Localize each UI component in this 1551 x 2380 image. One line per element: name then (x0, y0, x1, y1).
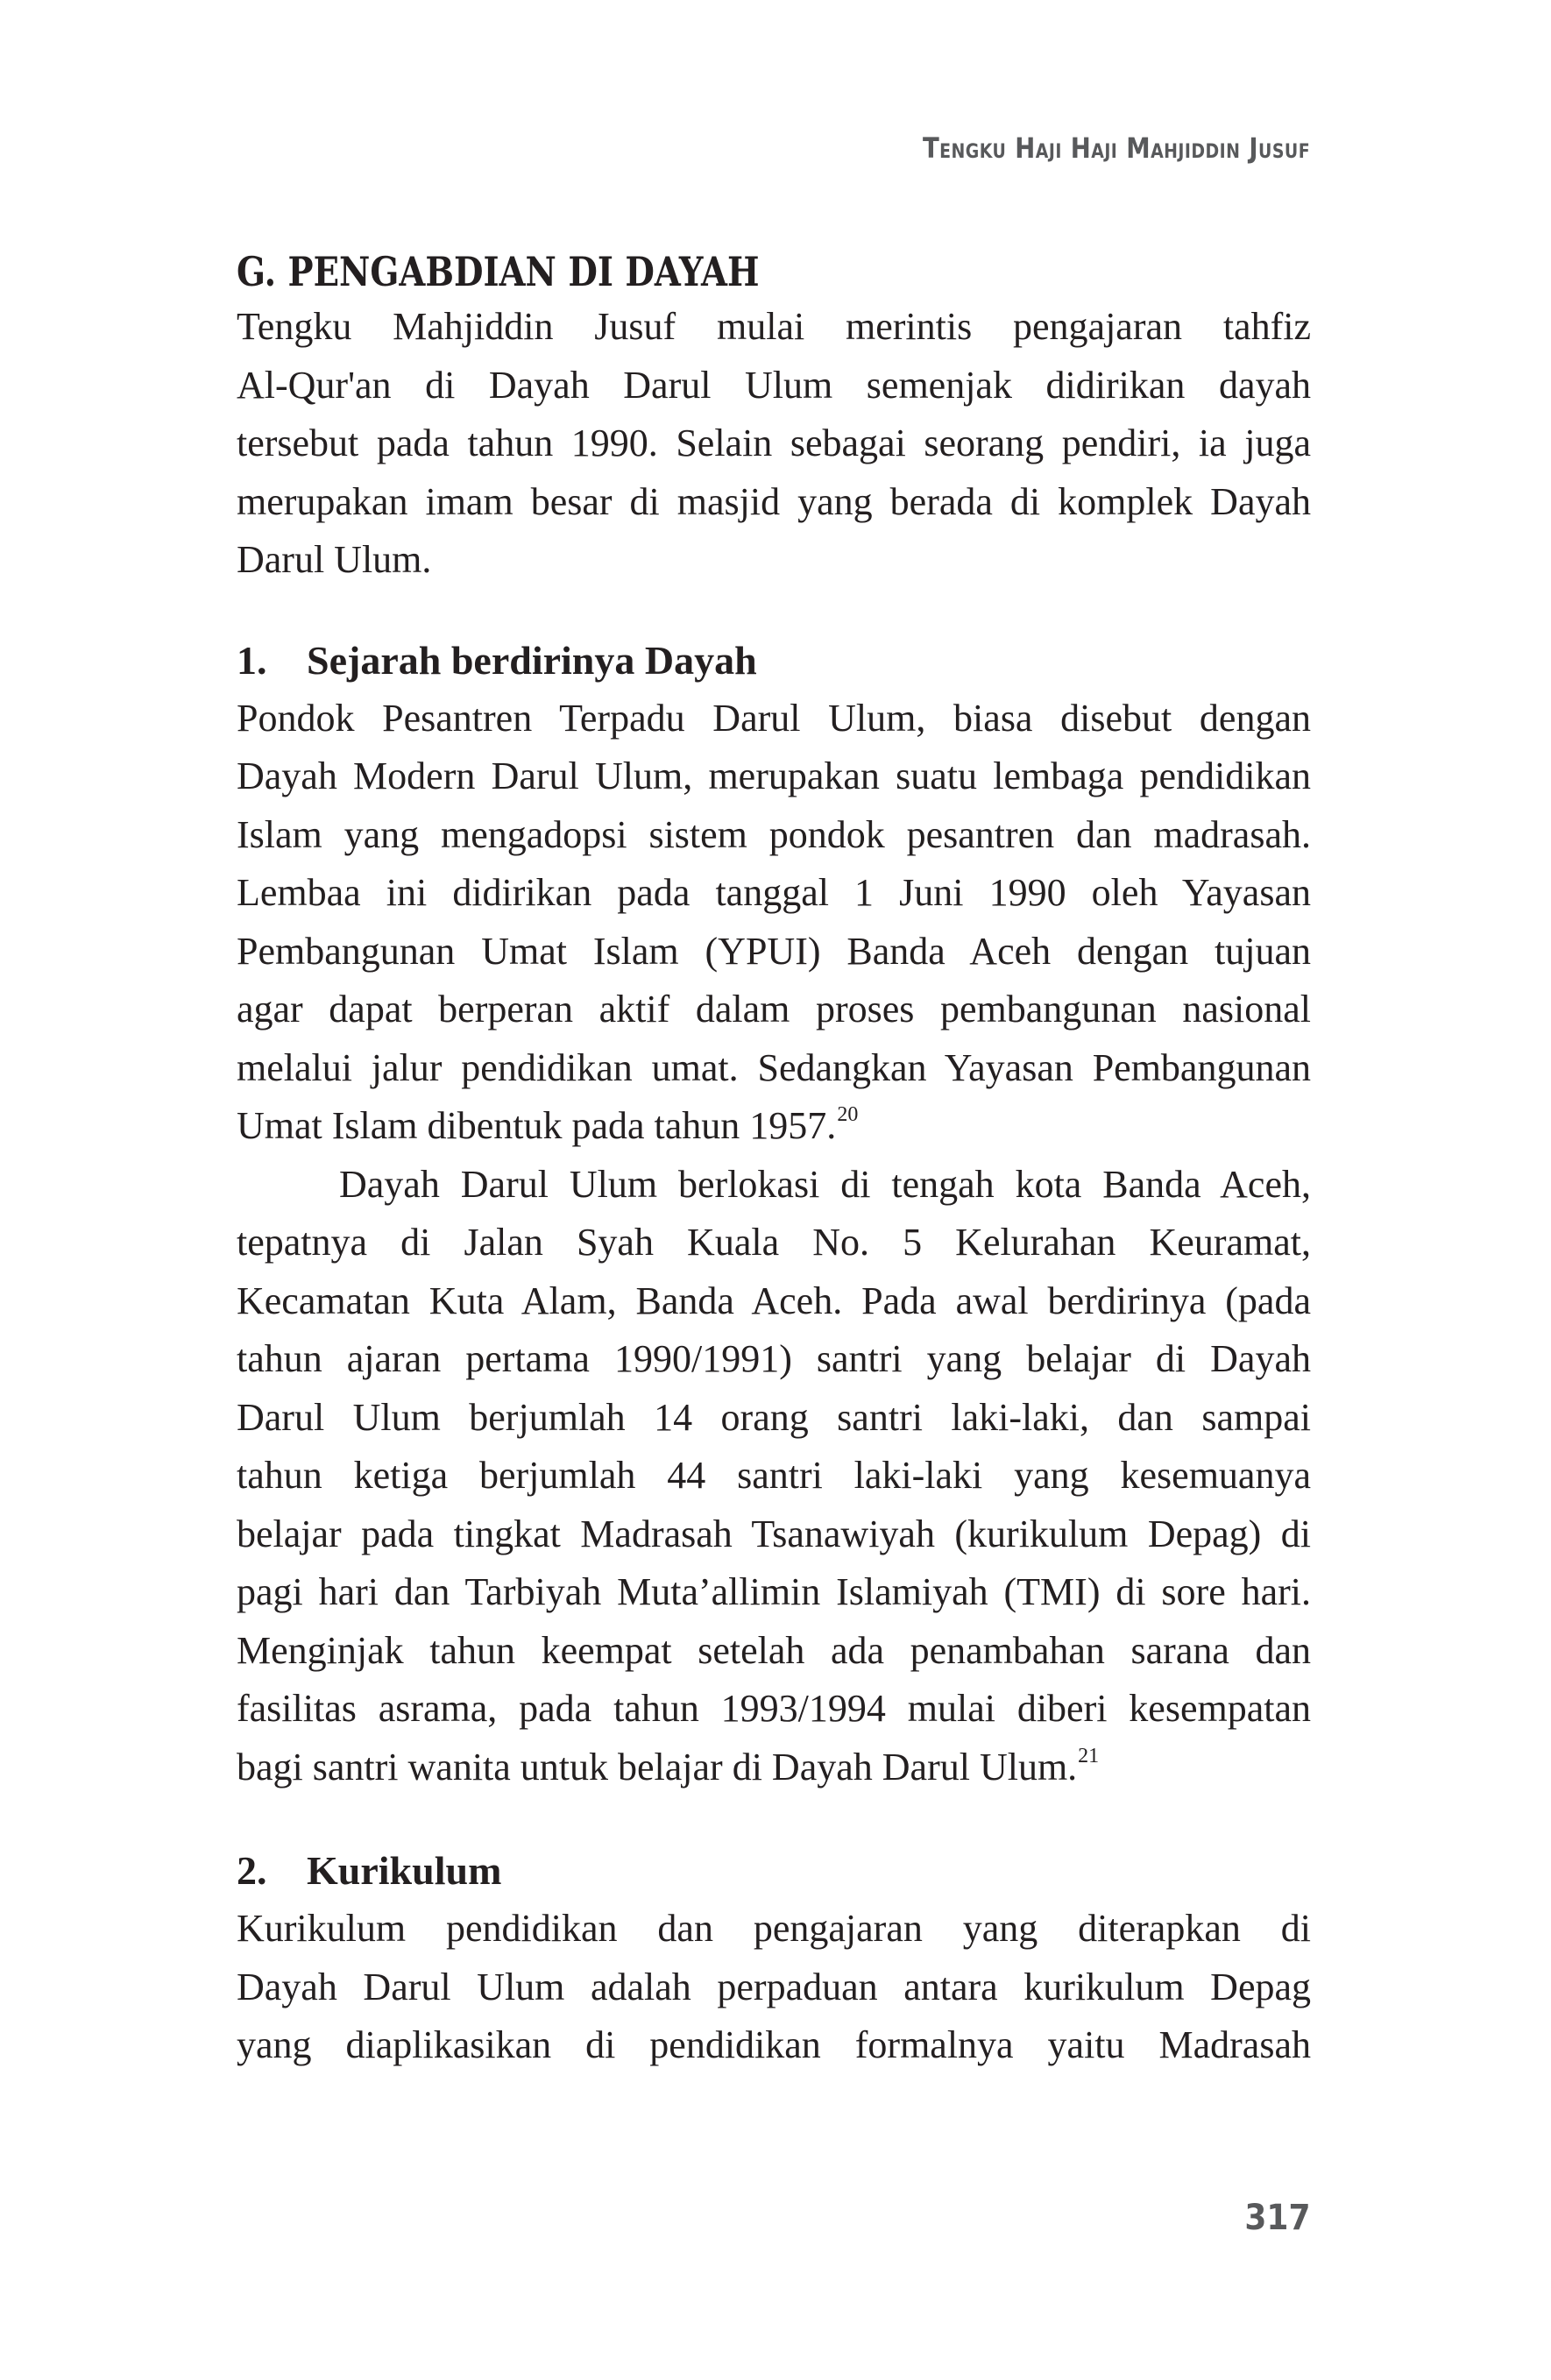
subsection-title: Kurikulum (307, 1848, 502, 1893)
text-line: Umat Islam dibentuk pada tahun 1957. (237, 1104, 837, 1147)
text-line: Menginjak tahun keempat setelah ada penambahan sarana dan (237, 1628, 1311, 1672)
text-line: Kecamatan Kuta Alam, Banda Aceh. Pada awal berdirinya (pada (237, 1279, 1311, 1322)
text-line: tahun ketiga berjumlah 44 santri laki-laki yang kesemuanya (237, 1454, 1311, 1497)
text-line-with-footnote (237, 1739, 1311, 1797)
history-paragraph-2 (237, 1156, 1311, 1797)
text-line: belajar pada tingkat Madrasah Tsanawiyah (kurikulum Depag) di (237, 1512, 1311, 1555)
page-content (237, 247, 1311, 2075)
page-number: 317 (1243, 2198, 1310, 2238)
history-paragraph-1 (237, 690, 1311, 1156)
text-line: Pembangunan Umat Islam (YPUI) Banda Aceh dengan tujuan (237, 929, 1311, 973)
text-line: Islam yang mengadopsi sistem pondok pesantren dan madrasah. (237, 812, 1311, 856)
text-line: Dayah Darul Ulum adalah perpaduan antara kurikulum Depag (237, 1965, 1311, 2008)
text-line: tepatnya di Jalan Syah Kuala No. 5 Kelurahan Keuramat, (237, 1221, 1311, 1264)
subsection-number: 2. (237, 1848, 267, 1893)
footnote-marker[interactable]: 21 (1078, 1744, 1100, 1767)
text-line: melalui jalur pendidikan umat. Sedangkan Yayasan Pembangunan (237, 1045, 1311, 1089)
text-line: agar dapat berperan aktif dalam proses pembangunan nasional (237, 988, 1311, 1031)
text-line: fasilitas asrama, pada tahun 1993/1994 mulai diberi kesempatan (237, 1687, 1311, 1730)
text-line: tahun ajaran pertama 1990/1991) santri yang belajar di Dayah (237, 1337, 1311, 1380)
text-line: pagi hari dan Tarbiyah Muta’allimin Islamiyah (TMI) di sore hari. (237, 1570, 1311, 1613)
text-line: yang diaplikasikan di pendidikan formalnya yaitu Madrasah (237, 2023, 1311, 2066)
text-line: Dayah Darul Ulum berlokasi di tengah kota Banda Aceh, (339, 1162, 1311, 1206)
text-line: Pondok Pesantren Terpadu Darul Ulum, biasa disebut dengan (237, 696, 1311, 740)
text-line: Lembaa ini didirikan pada tanggal 1 Juni 1990 oleh Yayasan (237, 871, 1311, 914)
text-line: Al-Qur'an di Dayah Darul Ulum semenjak didirikan dayah (237, 363, 1311, 407)
subsection-title: Sejarah berdirinya Dayah (307, 637, 757, 683)
spacer (237, 1796, 1311, 1842)
text-line: tersebut pada tahun 1990. Selain sebagai seorang pendiri, ia juga (237, 421, 1311, 464)
running-header: Tengku Haji Haji Mahjiddin Jusuf (922, 131, 1310, 165)
curriculum-paragraph (237, 1900, 1311, 2075)
text-line: bagi santri wanita untuk belajar di Dayah Darul Ulum. (237, 1745, 1078, 1789)
text-line: Tengku Mahjiddin Jusuf mulai merintis pengajaran tahfiz (237, 305, 1311, 348)
subsection-heading-sejarah (237, 632, 1311, 690)
text-line: Dayah Modern Darul Ulum, merupakan suatu lembaga pendidikan (237, 754, 1311, 797)
text-line-with-footnote (237, 1097, 1311, 1156)
footnote-marker[interactable]: 20 (837, 1103, 859, 1126)
text-line: Kurikulum pendidikan dan pengajaran yang diterapkan di (237, 1907, 1311, 1950)
subsection-heading-kurikulum (237, 1842, 1311, 1900)
text-line: merupakan imam besar di masjid yang berada di komplek Dayah (237, 479, 1311, 523)
section-title: G. PENGABDIAN DI DAYAH (237, 248, 760, 295)
text-line: Darul Ulum. (237, 538, 432, 581)
intro-paragraph (237, 298, 1311, 590)
spacer (237, 590, 1311, 632)
subsection-number: 1. (237, 637, 267, 683)
text-line: Darul Ulum berjumlah 14 orang santri laki-laki, dan sampai (237, 1395, 1311, 1439)
